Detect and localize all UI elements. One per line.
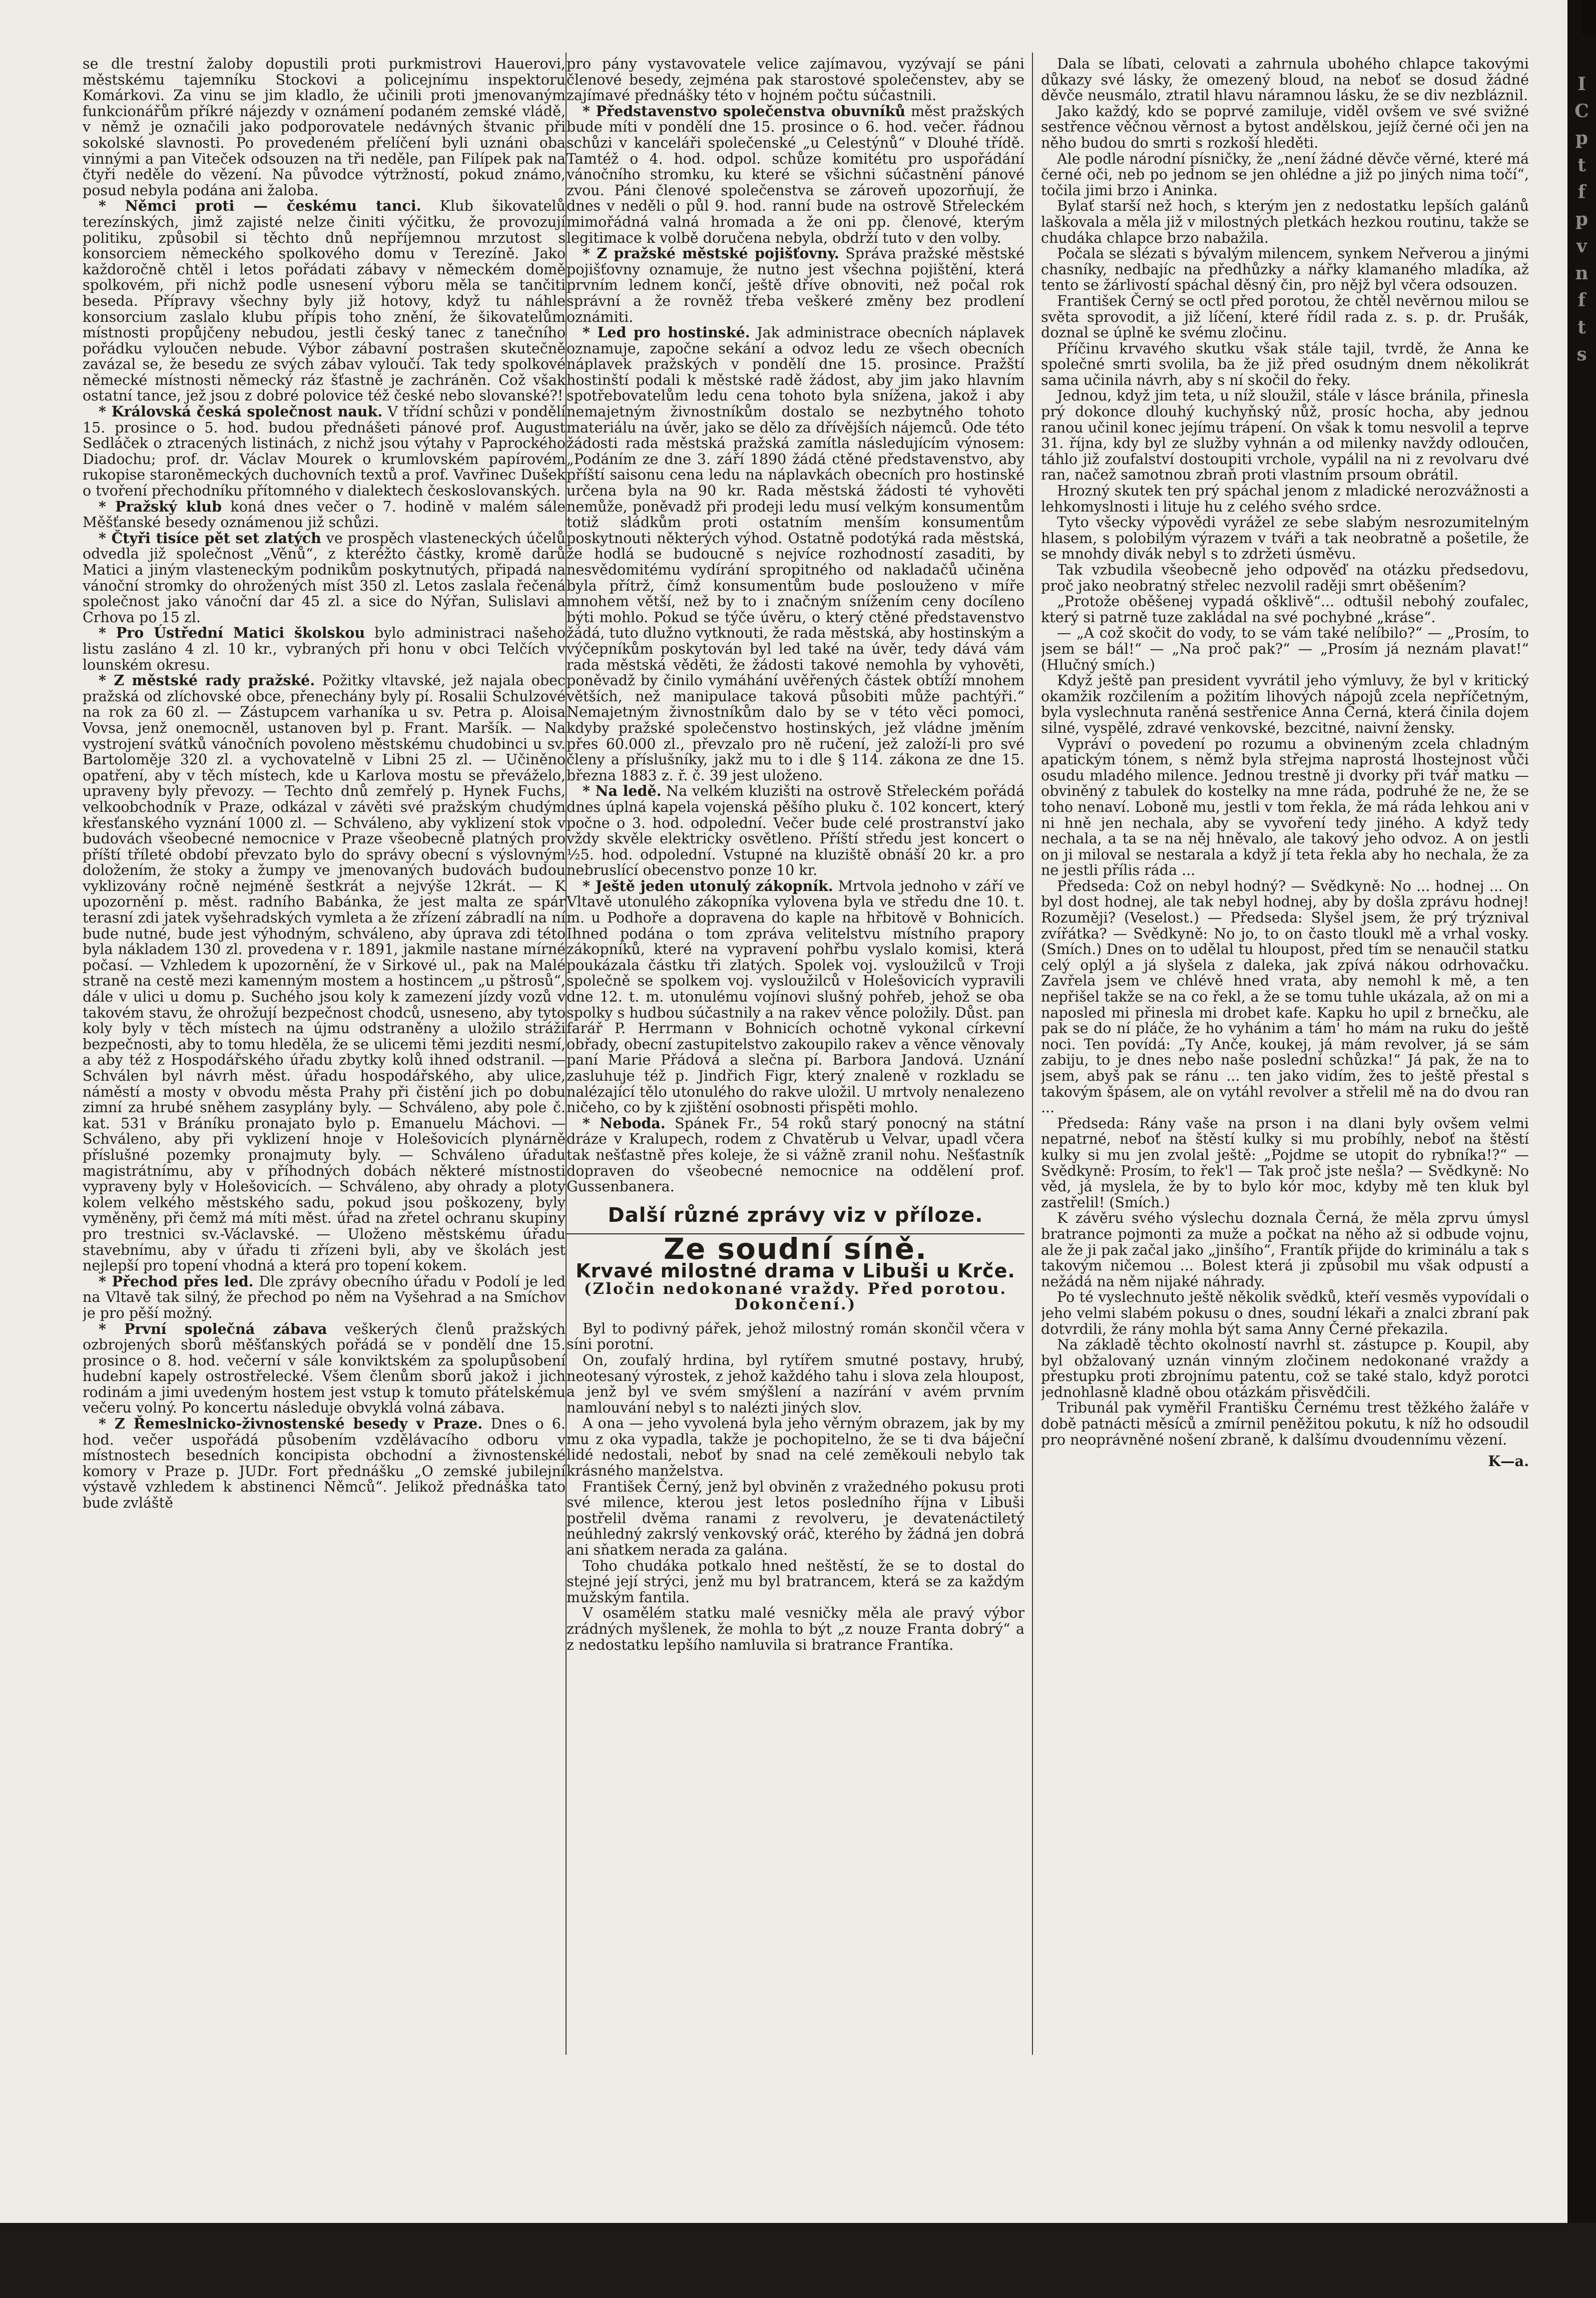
news-item bbox=[83, 531, 566, 626]
news-item-headline: * Přechod přes led. bbox=[99, 1272, 254, 1290]
edge-letter: v bbox=[1576, 236, 1587, 257]
news-item-text: Požitky vltavské, jež najala obec pražská od zlíchovské obce, přenechány byly pí. Rosalii Schulzové na rok za 60 zl. — Zástupcem varhaníka u sv. Petra p. Aloisa Vovsa, jenž onemocněl, ustanoven byl p. Frant. Maršík. — Na vystrojení svátků vánočních povoleno městskému chudobinci u sv. Bartoloměje 320 zl. a vychovatelně v Libni 25 zl. — Učiněno opatření, aby v těch místech, kde u Karlova mostu se převáželo, upraveny byly převozy. — Techto dnů zemřelý p. Hynek Fuchs, velkoobchodník v Praze, odkázal v závěti své pražským chudým křesťanského vyznání 1000 zl. — Schváleno, aby vyklizení stok v budovách všeobecné nemocnice v Praze všeobecně platných pro příští tříleté období převzato bylo do správy obecní s výslovným doložením, že stoky a žumpy ve jmenovaných budovách budou vyklizovány ročně nejméně šestkrát a nejvýše 12krát. — K upozornění p. měst. radního Babánka, že jest malta ze spár terasní zdi jatek vyšehradských vymleta a že zřízení zábradlí na ní bude nutné, bude jest výhodným, schváleno, aby úprava zdi této byla nákladem 130 zl. provedena v r. 1891, jakmile nastane mírné počasí. — Vzhledem k upozornění, že v Sirkové ul., pak na Malé straně na cestě mezi kamenným mostem a hostincem „u pštrosů“, dále v ulici u domu p. Suchého jsou koly k zamezení jízdy vozů v takovém stavu, že ohrožují bezpečnost chodců, usneseno, aby tyto koly byly v těch místech na újmu odstraněny a uložilo stráži bezpečnosti, aby to tomu hleděla, že se ulicemi těmi jezditi nesmí, a aby též z Hospodářského úřadu zbytky kolů ihned odstranil. — Schválen byl návrh měst. úřadu hospodářského, aby ulice, náměstí a mosty v obvodu města Prahy při čistění jich po dobu zimní za hrubé sněhem zasyplány byly. — Schváleno, aby pole č. kat. 531 v Bráníku pronajato bylo p. Emanuelu Máchovi. — Schváleno, aby při vyklizení hnoje v Holešovicích plynárně příslušné pozemky pronajmuty byly. — Schváleno úřadu magistrátnímu, aby v příhodných dobách některé místnosti vypraveny byly v Holešovicích. — Schváleno, aby ohrady a ploty kolem velkého městského sadu, pokud jsou poškozeny, byly vyměněny, při čemž má míti měst. úřad na zřetel ochranu skupiny pro trestnici sv.-Václavské. — Uloženo městskému úřadu stavebnímu, aby v úřadu ti zřízeni byli, aby ve školách jest nejlepší pro topení vhodná a která pro topení kokem. bbox=[83, 672, 566, 1274]
news-item bbox=[567, 246, 1024, 325]
paragraph: Tyto všecky výpovědi vyrážel ze sebe slabým nesrozumitelným hlasem, s polobilým výrazem v tváři a tak neobratně a pošetile, že se mnohdy divák nebyl s to zdržeti úsměvu. bbox=[1041, 514, 1529, 563]
news-item-text: Dle zprávy obecního úřadu v Podolí je led na Vltavě tak silný, že přechod po něm na Vyšehrad a na Smíchov je pro pěší možný. bbox=[83, 1273, 566, 1321]
edge-letter: s bbox=[1576, 344, 1587, 365]
news-item-headline: * Na ledě. bbox=[583, 782, 662, 800]
paragraph: — „A což skočit do vody, to se vám také nelíbilo?“ — „Prosím, to jsem se bál!“ — „Na proč pak?“ — „Prosím já neznám plavat!“ (Hlučný smích.) bbox=[1041, 625, 1529, 673]
paragraph: Toho chudáka potkalo hned neštěstí, že se to dostal do stejné její strýci, jenž mu byl bratrancem, která se za každým mužským fantila. bbox=[567, 1557, 1024, 1606]
paragraph: K závěru svého výslechu doznala Černá, že měla zprvu úmysl bratrance pojmonti za muže a počkat na něho až si odbude vojnu, ale že ji pak začal jako „jinšího“, Frantík přijde do kriminálu a tak s takovým ničemou ... Bolest která ji způsobil mu však odpustí a nežádá na něm nijaké náhrady. bbox=[1041, 1210, 1529, 1290]
news-item bbox=[567, 325, 1024, 783]
news-item-headline: * Ještě jeden utonulý zákopník. bbox=[583, 877, 833, 894]
paragraph: Příčinu krvavého skutku však stále tajil, tvrdě, že Anna ke společné smrti svolila, ba že již před osudným dnem několikrát sama učinila návrh, aby s ní skočil do řeky. bbox=[1041, 340, 1529, 388]
edge-letter: t bbox=[1577, 317, 1586, 338]
news-item-text: měst pražských bude míti v pondělí dne 15. prosince o 6. hod. večer. řádnou schůzi v kanceláři společenské „u Celestýnů“ v Dlouhé třídě. Tamtéž o 4. hod. odpol. schůze komitétu pro uspořádání vánočního stromku, ku které se všichni súčastnění pánové zvou. Páni členové společenstva se zároveň upozorňují, že dnes v neděli o půl 9. hod. ranní bude na ostrově Střeleckém mimořádná valná hromada a že oni pp. členové, kterým legitimace k volbě doručena nebyla, obdrží tuto v den volby. bbox=[567, 103, 1024, 246]
paragraph: Byl to podivný pářek, jehož milostný román skončil včera v síni porotní. bbox=[567, 1320, 1024, 1353]
paragraph: Na základě těchto okolností navrhl st. zástupce p. Koupil, aby byl obžalovaný uznán vinným zločinem nedokonané vraždy a přestupku proti zbrojnímu patentu, což se také stalo, když porotci jednohlasně kladně obou otázkám přisvědčili. bbox=[1041, 1336, 1529, 1401]
column-2-news bbox=[567, 56, 1024, 1195]
court-article-body bbox=[567, 1321, 1024, 1653]
paragraph: Když ještě pan president vyvrátil jeho výmluvy, že byl v kritický okamžik rozčilením a požitím lihových nápojů zcela nepříčetným, byla vyslechnuta raněná sestřenice Anna Černá, která činila dojem silné, vyspělé, zdravé venkovské, bezcitné, naivní žensky. bbox=[1041, 672, 1529, 736]
news-item bbox=[83, 404, 566, 499]
news-item bbox=[83, 1274, 566, 1321]
news-item-text: koná dnes večer o 7. hodině v malém sále Měšťanské besedy oznámenou již schůzi. bbox=[83, 498, 566, 531]
news-item-headline: * Led pro hostinské. bbox=[583, 324, 750, 341]
news-item-text: veškerých členů pražských ozbrojených sborů měšťanských pořádá se v pondělí dne 15. prosince o 8. hod. večerní v sále konviktském za spolupůsobení hudební kapely ostrostřelecké. Všem členům sborů jakož i jich rodinám a jimi uvedeným hostem jest vstup k tomuto přátelskému večeru volný. Po koncertu následuje obvyklá volná zábava. bbox=[83, 1320, 566, 1417]
news-item bbox=[83, 198, 566, 404]
news-item-text: Spánek Fr., 54 roků starý ponocný na státní dráze v Kralupech, rodem z Chvatěrub u Velvar, upadl včera tak nešťastně přes koleje, že si vážně zranil nohu. Nešťastník dopraven do všeobecné nemocnice na oddělení prof. Gussenbanera. bbox=[567, 1115, 1024, 1195]
column-1 bbox=[83, 56, 566, 2058]
news-item-text: se dle trestní žaloby dopustili proti purkmistrovi Hauerovi, městskému tajemníku Stockovi a policejnímu inspektoru Komárkovi. Za vinu se jim kladlo, že učinili proti jmenovaným funkcionářům příkré nájezdy v oznámení podaném zemské vládě, v němž je označili jako podporovatele nedávných štvanic při sokolské slavnosti. Po provedeném přelíčení byli uznáni oba vinnými a pan Viteček odsouzen na tři neděle, pan Filípek pak na čtyři neděle do vězení. Na původce výtržností, pokud známo, posud nebyla podána ani žaloba. bbox=[83, 56, 566, 199]
news-item bbox=[567, 1116, 1024, 1195]
news-item-text: Klub šikovatelů terezínských, jimž zajisté nelze činiti výčitku, že provozují politiku, způsobil si těchto dnů nepříjemnou mrzutost s konsorciem německého spolkového domu v Terezíně. Jako každoročně chtěl i letos pořádati zábavy v německém domě spolkovém, při nichž podle usnesení výboru měla se tančiti beseda. Přípravy všechny byly již hotovy, když tu náhle konsorcium zaslalo klubu přípis toho znění, že šikovatelům místnosti propůjčeny nebudou, jestli český tanec z tanečního pořádku vyloučen nebude. Výbor zábavní postrašen skutečně zavázal se, že besedu ze svých zábav vyloučí. Tak tedy spolkové německé místnosti německý ráz šťastně je zachráněn. Což však ostatní tance, jež jsou z dobré polovice též české nebo slovanské?! bbox=[83, 198, 566, 404]
news-item bbox=[83, 1321, 566, 1417]
paragraph: František Černý se octl před porotou, že chtěl nevěrnou milou se světa sprovodit, a již líčení, které řídil rada z. s. p. dr. Prušák, doznal se úplně ke svému zločinu. bbox=[1041, 292, 1529, 341]
news-item-text: Mrtvola jednoho v září ve Vltavě utonulého zákopníka vylovena byla ve středu dne 10. t. m. u Podhoře a dopravena do kaple na hřbitově v Bohnicích. Ihned podána o tom zpráva velitelstvu místního prapory zákopníků, které na vypravení pohřbu vyslalo komisi, která poukázala částku tři zlatých. Spolek voj. vysloužilců v Troji společně se spolkem voj. vysloužilců v Holešovicích vypravili dne 12. t. m. utonulému vojínovi slušný pohřeb, jehož se oba spolky s hudbou súčastnily a na rakev věnce položily. Důst. pan farář P. Herrmann v Bohnicích ochotně vykonal církevní obřady, obecní zastupitelstvo zakoupilo rakev a věnce věnovaly paní Marie Přádová a slečna pí. Barbora Jandová. Uznání zasluhuje též p. Jindřich Figr, který znaleně v rozkladu se nalézající tělo utonulého do rakve uložil. U mrtvoly nenalezeno ničeho, co by k zjištění osobnosti přispěti mohlo. bbox=[567, 877, 1024, 1116]
edge-letter: f bbox=[1577, 290, 1586, 311]
article-headline: Krvavé milostné drama v Libuši u Krče. bbox=[576, 1259, 1015, 1282]
article-subheadline: (Zločin nedokonané vraždy. Před porotou. Dokončení.) bbox=[584, 1279, 1007, 1314]
news-item-text: Jak administrace obecních náplavek oznamuje, započne sekání a odvoz ledu ze všech obecních náplavek pražských v pondělí dne 15. prosince. Pražští hostinští podali k městské radě žádost, aby jim jako hlavním spotřebovatelům ledu cena tohoto byla snížena, jakož i aby nemajetným živnostníkům dostalo se nezbytného tohoto materiálu na úvěr, jako se dělo za dřívějších nájemců. Ode této žádosti rada městská pražská zamítla následujícím výnosem: „Podáním ze dne 3. září 1890 žádá ctěné představenstvo, aby příští saisonu cena ledu na náplavkách obecních pro hostinské určena byla na 90 kr. Rada městská žádosti té vyhověti nemůže, poněvadž při prodeji ledu musí velkým konsumentům totiž sládkům proti ostatním menším konsumentům poskytnouti některých výhod. Ostatně podotýká rada městská, že hodlá se budoucně s nejvíce rozhodností zasaditi, by nesvědomitému vydírání spropitného od nakladačů učiněna byla přítrž, čímž konsumentům bude poslouženo v míře mnohem větší, než by to i značným snížením ceny docíleno býti mohlo. Pokud se týče úvěru, o který ctěné představenstvo žádá, tuto dlužno vytknouti, že rada městská, aby hostinským a výčepníkům poskytován byl led také na úvěr, tedy dává vám rada městská věděti, že žádosti takové nemohla by vyhověti, poněvadž by činilo vymáhání uvěřených částek obtíží mnohem větších, než manipulace taková působiti může pachtýři.“ Nemajetným živnostníkům dalo by se v této věci pomoci, kdyby pražské společenstvo hostinských, jež vládne jměním přes 60.000 zl., převzalo pro ně ručení, jež založí-li pro své členy a příslušníky, jakž mu to i dle § 114. zákona ze dne 15. března 1883 z. ř. č. 39 jest uloženo. bbox=[567, 324, 1024, 784]
column-rule bbox=[1032, 53, 1033, 2055]
news-item bbox=[567, 878, 1024, 1116]
court-section-heading: Ze soudní síně. bbox=[663, 1232, 928, 1266]
author-signature: K—a. bbox=[1488, 1453, 1529, 1470]
news-item bbox=[567, 104, 1024, 246]
edge-letter: p bbox=[1575, 209, 1588, 230]
column-3 bbox=[1041, 56, 1529, 2058]
paragraph: „Protože oběšenej vypadá ošklivě“... odtušil nebohý zoufalec, který si patrně tuze zakládal na své pochybné „kráse“. bbox=[1041, 593, 1529, 626]
edge-letter: f bbox=[1577, 182, 1586, 203]
paragraph: Předseda: Rány vaše na prson i na dlani byly ovšem velmi nepatrné, neboť na štěstí kulky si mu probíhly, neboť na štěstí kulky si mu jen zvolal ještě: „Pojdme se utopit do rybníka!?“ — Svědkyně: Prosím, to řek'l — Tak proč jste nešla? — Svědkyně: No věd, já myslela, že by to bylo kór moc, kdyby mě ten kluk byl zastřelil! (Smích.) bbox=[1041, 1115, 1529, 1211]
paragraph: Hrozný skutek ten prý spáchal jenom z mladické nerozvážnosti a lehkomyslnosti i lituje hu z celého svého srdce. bbox=[1041, 483, 1529, 515]
news-item-text: bylo administraci našeho listu zasláno 4 zl. 10 kr., vybraných při honu v obci Telčích v lounském okresu. bbox=[83, 625, 566, 673]
edge-letter: C bbox=[1574, 101, 1589, 122]
news-item bbox=[83, 499, 566, 531]
supplement-note: Další různé zprávy viz v příloze. bbox=[608, 1203, 983, 1227]
paragraph: Po té vyslechnuto ještě několik svědků, kteří vesměs vypovídali o jeho velmi slabém pokusu o dnes, soudní lékaři a znalci zbraní pak dotvrdili, že rány mohla být sama Anny Černé překazila. bbox=[1041, 1289, 1529, 1337]
adjacent-page-edge bbox=[1569, 0, 1594, 2298]
news-item-headline: * Z městské rady pražské. bbox=[99, 672, 315, 689]
news-item-headline: * Z Řemeslnicko-živnostenské besedy v Praze. bbox=[99, 1415, 483, 1433]
news-item-headline: * Pražský klub bbox=[99, 498, 222, 515]
paragraph: Počala se slézati s bývalým milencem, synkem Neřverou a jinými chasníky, nedbajíc na předhůzky a nářky klamaného mladíka, až tento se žárlivostí spáchal děsný čin, pro nějž byl včera odsouzen. bbox=[1041, 245, 1529, 294]
news-item-text: Na velkém kluzišti na ostrově Střeleckém pořádá dnes úplná kapela vojenská pěšího pluku č. 102 koncert, který počne o 3. hod. odpolední. Večer bude celé prostranství jako vždy skvěle elektricky osvětleno. Příští středu jest koncert o ½5. hod. odpolední. Vstupné na kluziště obnáší 20 kr. a pro nebruslící obecenstvo ponze 10 kr. bbox=[567, 783, 1024, 879]
paragraph: František Černý, jenž byl obviněn z vražedného pokusu proti své milence, kterou jest letos posledního října v Libuši postřelil dvěma ranami z revolveru, je devatenáctiletý neúhledný zakrslý venkovský oráč, kterého by žádná jen dobrá ani sňatkem nerada za galána. bbox=[567, 1478, 1024, 1559]
news-item bbox=[567, 56, 1024, 104]
column-2 bbox=[567, 56, 1024, 2058]
paragraph: Vypráví o povedení po rozumu a obvineným zcela chladným apatickým tónem, s němž byla střejma naprostá lhostejnost vůči osudu mladého milence. Jednou trestně ji dvorky při tvář matku — obviněný z tabulek do kostelky na mne ráda, podruhé že ne, že se toho nenaví. Loboně mu, jestli v tom řekla, že má ráda lehkou ani v ni hně jen nechala, aby se vyvoření tedy jiného. A když tedy nechala, a ta se na něj hněvalo, ale takový jeho odvoz. A on jestli on ji miloval se nestarala a když jí teta řekla aby ho nechala, že za ne jestli přílis ráda ... bbox=[1041, 735, 1529, 879]
edge-letter: t bbox=[1577, 155, 1586, 176]
paragraph: V osamělém statku malé vesničky měla ale pravý výbor zrádných myšlenek, že mohla to být „z nouze Franta dobrý“ a z nedostatku lepšího namluvila si bratrance Frantíka. bbox=[567, 1605, 1024, 1653]
paragraph: Dala se líbati, celovati a zahrnula ubohého chlapce takovými důkazy své lásky, že omezený bloud, na neboť se dosud žádné děvče neusmálo, ztratil hlavu náramnou lásku, že se div nezbláznil. bbox=[1041, 56, 1529, 104]
news-item-text: V třídní schůzi v pondělí 15. prosince o 5. hod. budou přednášeti pánové prof. August Sedláček o ztracených listinách, z nichž jsou výtahy v Paprockého Diadochu; prof. dr. Václav Mourek o krumlovském papírovém rukopise staroněmeckých duchovních textů a prof. Vavřinec Dušek o tvoření přechodníku přítomného v dialektech českoslovanských. bbox=[83, 403, 566, 500]
paragraph: Ale podle národní písničky, že „není žádné děvče věrné, které má černé oči, neb po jednom se jen ohlédne a již po jiných nima točí“, točila jimi brzo i Aninka. bbox=[1041, 150, 1529, 199]
news-item bbox=[83, 673, 566, 1274]
paragraph: Tribunál pak vyměřil Františku Černému trest těžkého žaláře v době patnácti měsíců a zmírnil peněžitou pokutu, k níž ho odsoudil pro neoprávněné nošení zbraně, k dalšímu dvoudennímu vězení. bbox=[1041, 1400, 1529, 1448]
news-item-text: Dnes o 6. hod. večer uspořádá působením vzdělávacího odboru v místnostech besedních koncipista obchodní a živnostenské komory v Praze p. JUDr. Fort přednášku „O zemské jubilejní výstavě vzhledem k abstinenci Němců“. Jelikož přednáška tato bude zvláště bbox=[83, 1416, 566, 1512]
news-item-headline: * Čtyři tisíce pět set zlatých bbox=[99, 529, 321, 547]
news-item-headline: * První společná zábava bbox=[99, 1320, 327, 1337]
edge-letter: n bbox=[1575, 263, 1588, 284]
paragraph: On, zoufalý hrdina, byl rytířem smutné postavy, hrubý, neotesaný výrostek, z jehož každého tahu i slova zela hloupost, a jenž byl ve svém smýšlení a nazírání v avém prvním namlouvání nebyl s to nalézti jiných slov. bbox=[567, 1351, 1024, 1416]
news-item bbox=[83, 56, 566, 198]
paragraph: Bylať starší než hoch, s kterým jen z nedostatku lepších galánů laškovala a měla již v milostných pletkách hezkou routinu, takže se chudáka chlapce brzo nabažila. bbox=[1041, 198, 1529, 246]
edge-letter: p bbox=[1575, 128, 1588, 149]
news-item-headline: * Němci proti — českému tanci. bbox=[99, 197, 421, 215]
news-item-headline: * Královská česká společnost nauk. bbox=[99, 403, 383, 420]
news-item bbox=[83, 625, 566, 673]
news-item bbox=[83, 1416, 566, 1511]
court-article-continuation bbox=[1041, 56, 1529, 1448]
paragraph: Předseda: Což on nebyl hodný? — Svědkyně: No ... hodnej ... On byl dost hodnej, ale tak nebyl hodnej, aby by došla zprávu hodnej! Rozuměji? (Veselost.) — Předseda: Slyšel jsem, že prý trýznival zvířátka? — Svědkyně: No jo, to on často tloukl mě a vrhal vosky. (Smích.) Dnes on to udělal tu hloupost, před tím se nenaučil statku celý oplýl a já slyšela z daleka, jak zpívá nákou odrhovačku. Zavřela jsem ve chlévě hned vrata, aby nemohl k mě, a ten nepřišel takže se na co řekl, a že se tomu tuhle ukázala, až on mi a naposled mi přinesla mi drobet kafe. Kapku ho upil z brnečku, ale pak se do ní pláče, že ho vyhánim a tám' ho mám na ruku do ještě noci. Ten povídá: „Ty Anče, koukej, já mám revolver, já se sám zabiju, to je dnes nebo naše poslední schůzka!“ Já pak, že na to jsem, abyš pak se ránu ... ten jako vidím, žes to ještě přestal s takovým špásem, ale on vytáhl revolver a střelil mě na do dvou ran ... bbox=[1041, 877, 1529, 1116]
news-item-text: Správa pražské městské pojišťovny oznamuje, že nutno jest všechna pojištění, která prvním lednem končí, ještě dříve obnoviti, než počal rok správní a že rovněž třeba veškeré změny bez prodlení oznámiti. bbox=[567, 245, 1024, 325]
edge-letter: I bbox=[1577, 74, 1586, 95]
paragraph: Jednou, když jim teta, u níž sloužil, stále v lásce bránila, přinesla prý dokonce dlouhý kuchyňský nůž, prosíc hocha, aby jednou ranou učinil konec jejímu trápení. On však k tomu nesvolil a teprve 31. října, kdy byl ze služby vyhnán a od milenky navždy odloučen, táhlo již zoufalství dostoupiti vrchole, vypálil na ni z revolvaru dvé ran, načež samotnou zbraň proti vlastním prsoum obrátil. bbox=[1041, 387, 1529, 484]
news-item-headline: * Neboda. bbox=[583, 1114, 666, 1132]
paragraph: Jako každý, kdo se poprvé zamiluje, viděl ovšem ve své svižné sestřence věčnou věrnost a bytost andělskou, jejíž černé oči jen na něho budou do smrti s rozkoší hleděti. bbox=[1041, 103, 1529, 151]
news-item-text: pro pány vystavovatele velice zajímavou, vyzývají se páni členové besedy, zejména pak starostové společenstev, aby se zajímavé přednášky této v hojném počtu súčastnili. bbox=[567, 56, 1024, 104]
news-item-headline: * Pro Ústřední Matici školskou bbox=[99, 624, 365, 642]
paragraph: A ona — jeho vyvolená byla jeho věrným obrazem, jak by my mu z oka vypadla, takže je pochopitelno, že se ti dva báječní lidé nedostali, neboť by snad na celé zeměkouli nebylo tak krásného manželstva. bbox=[567, 1415, 1024, 1480]
news-item-headline: * Představenstvo společenstva obuvníků bbox=[583, 102, 906, 120]
paragraph: Tak vzbudila všeobecně jeho odpověď na otázku předsedovu, proč jako neobratný střelec nezvolil raději smrt oběšením? bbox=[1041, 562, 1529, 594]
news-item-headline: * Z pražské městské pojišťovny. bbox=[583, 245, 839, 262]
news-item bbox=[567, 783, 1024, 878]
news-item-text: ve prospěch vlasteneckých účelů odvedla již společnost „Věnů“, z kteréžto částky, kromě darů Matici a jiným vlasteneckým podnikům poskytnutých, připadá na vánoční stromky do ohrožených míst 350 zl. Letos zaslala řečená společnost jako vánoční dar 45 zl. a sice do Nýřan, Sulislavi a Crhova po 15 zl. bbox=[83, 530, 566, 626]
